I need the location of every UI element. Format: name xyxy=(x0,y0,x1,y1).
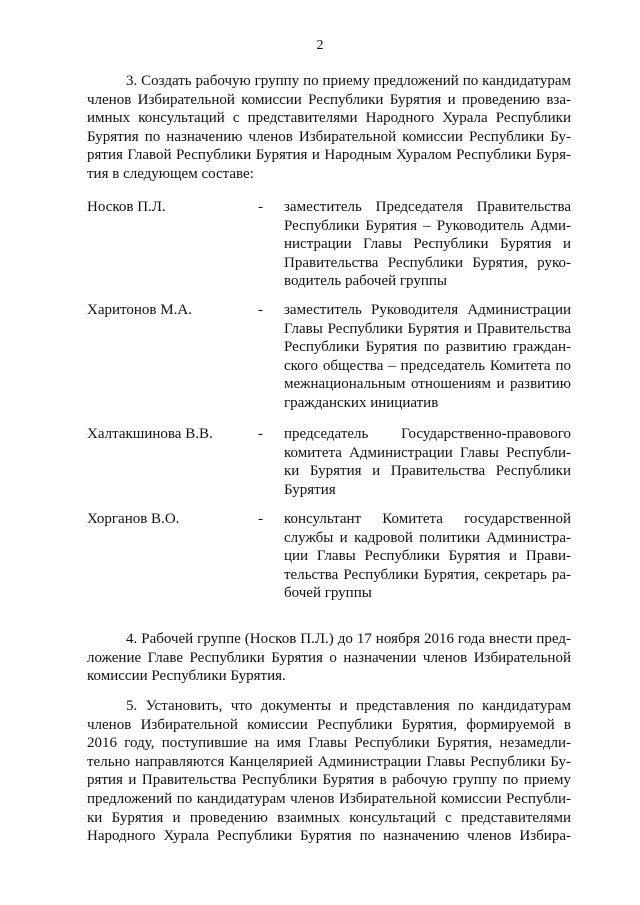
text-line: 3. Создать рабочую группу по приему предложений по кандидатурам xyxy=(126,73,571,89)
text-line: службы и кадровой политики Администра- xyxy=(284,529,571,546)
text-line: членов Избирательной комиссии Республики Бурятия, формируемой в xyxy=(87,716,571,733)
text-line: тельства Республики Бурятия, секретарь ра- xyxy=(284,566,571,583)
text-line: тельно направляются Канцелярией Администрации Главы Республики Бу- xyxy=(87,753,571,770)
text-line: Главы Республики Бурятия и Правительства xyxy=(284,320,571,337)
text-line: межнациональным отношениям и развитию xyxy=(284,376,571,393)
member-role xyxy=(284,301,571,413)
text-line: Правительства Республики Бурятия, руко- xyxy=(284,254,571,271)
member-dash: - xyxy=(258,199,263,215)
text-line: водитель рабочей группы xyxy=(284,273,447,290)
member-name: Хорганов В.О. xyxy=(87,511,180,527)
text-line: бочей группы xyxy=(284,585,372,602)
text-line: 2016 году, поступившие на имя Главы Республики Бурятия, незамедли- xyxy=(87,735,571,752)
text-line: имных консультаций с представителями Народного Хурала Республики xyxy=(87,110,571,127)
text-line: ложение Главе Республики Бурятия о назначении членов Избирательной xyxy=(87,649,571,666)
text-line: тия в следующем составе: xyxy=(87,165,254,182)
member-role xyxy=(284,198,571,291)
item-4-paragraph xyxy=(87,630,571,686)
text-line: заместитель Руководителя Администрации xyxy=(284,302,571,318)
text-line: председатель Государственно-правового xyxy=(284,426,571,442)
text-line: ки Бурятия и проведению взаимных консультаций с представителями xyxy=(87,809,571,826)
text-line: рятия и Правительства Республики Бурятия в рабочую группу по приему xyxy=(87,772,571,789)
text-line: членов Избирательной комиссии Республики Бурятия и проведению вза- xyxy=(87,91,571,108)
text-line: Бурятия по назначению членов Избирательной комиссии Республики Бу- xyxy=(87,128,571,145)
member-dash: - xyxy=(258,426,263,442)
member-dash: - xyxy=(258,511,263,527)
item-3-paragraph xyxy=(87,72,571,184)
member-name: Носков П.Л. xyxy=(87,199,166,215)
member-dash: - xyxy=(258,302,263,318)
text-line: предложений по кандидатурам членов Избирательной комиссии Республи- xyxy=(87,790,571,807)
item-5-paragraph xyxy=(87,697,571,846)
text-line: комиссии Республики Бурятия. xyxy=(87,668,286,685)
text-line: нистрации Главы Республики Бурятия и xyxy=(284,236,571,253)
text-line: ки Бурятия и Правительства Республики xyxy=(284,463,571,480)
text-line: Республики Бурятия – Руководитель Адми- xyxy=(284,217,571,234)
text-line: комитета Администрации Главы Республи- xyxy=(284,444,571,461)
member-name: Харитонов М.А. xyxy=(87,302,192,318)
text-line: рятия Главой Республики Бурятия и Народным Хуралом Республики Буря- xyxy=(87,147,571,164)
text-line: Бурятия xyxy=(284,481,336,498)
text-line: Республики Бурятия по развитию граждан- xyxy=(284,339,571,356)
member-role xyxy=(284,510,571,603)
text-line: 5. Установить, что документы и представления по кандидатурам xyxy=(126,698,571,714)
page-number: 2 xyxy=(316,38,324,53)
member-name: Халтакшинова В.В. xyxy=(87,426,213,442)
text-line: гражданских инициатив xyxy=(284,394,439,411)
text-line: ции Главы Республики Бурятия и Прави- xyxy=(284,548,571,565)
member-role xyxy=(284,425,571,499)
text-line: ского общества – председатель Комитета по xyxy=(284,357,571,374)
text-line: заместитель Председателя Правительства xyxy=(284,199,571,215)
text-line: Народного Хурала Республики Бурятия по назначению членов Избира- xyxy=(87,828,571,845)
text-line: консультант Комитета государственной xyxy=(284,511,571,527)
text-line: 4. Рабочей группе (Носков П.Л.) до 17 ноября 2016 года внести пред- xyxy=(126,631,571,647)
